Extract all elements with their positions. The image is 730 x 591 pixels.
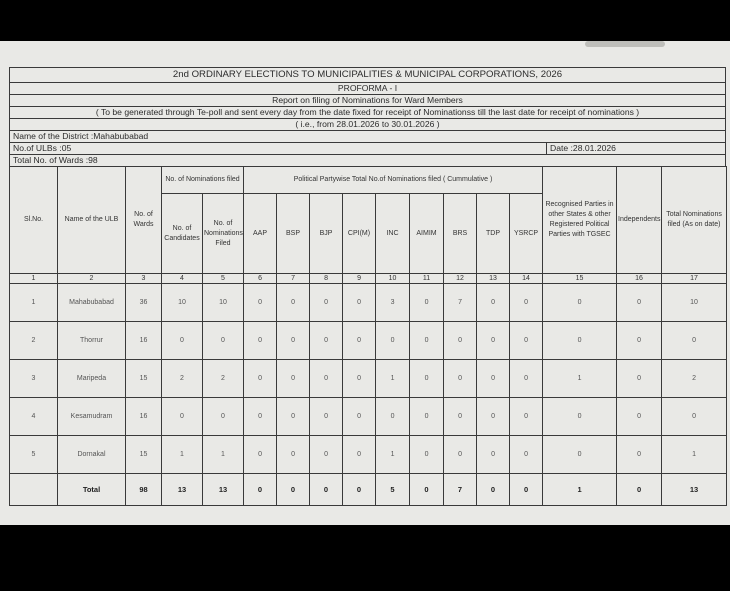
cell-tdp: 0 <box>477 322 510 360</box>
table-row <box>10 398 727 436</box>
header-inc: INC <box>376 194 410 274</box>
cell-bjp: 0 <box>310 284 343 322</box>
total-cell-aimim: 0 <box>410 474 444 506</box>
cell-rec: 1 <box>543 360 617 398</box>
header-wards: No. of Wards <box>126 167 162 274</box>
cell-cand: 0 <box>162 322 203 360</box>
cell-rec: 0 <box>543 284 617 322</box>
cell-cpim: 0 <box>343 284 376 322</box>
cell-cand: 2 <box>162 360 203 398</box>
table-row <box>10 360 727 398</box>
cell-cpim: 0 <box>343 398 376 436</box>
column-number: 4 <box>162 274 203 284</box>
header-tdp: TDP <box>477 194 510 274</box>
cell-aap: 0 <box>244 322 277 360</box>
cell-ulb: Kesamudram <box>58 398 126 436</box>
proforma-document <box>9 67 726 506</box>
cell-ind: 0 <box>617 436 662 474</box>
cell-bsp: 0 <box>277 398 310 436</box>
column-number: 13 <box>477 274 510 284</box>
cell-aap: 0 <box>244 284 277 322</box>
cell-tdp: 0 <box>477 360 510 398</box>
cell-ysrcp: 0 <box>510 360 543 398</box>
cell-total: 1 <box>662 436 727 474</box>
header-aimim: AIMIM <box>410 194 444 274</box>
header-nominations: No. of Nominations Filed <box>203 194 244 274</box>
cell-cand: 10 <box>162 284 203 322</box>
cell-brs: 7 <box>444 284 477 322</box>
column-number: 6 <box>244 274 277 284</box>
column-number: 7 <box>277 274 310 284</box>
cell-ind: 0 <box>617 360 662 398</box>
cell-inc: 3 <box>376 284 410 322</box>
column-number: 2 <box>58 274 126 284</box>
ulbs-date-line <box>9 142 726 154</box>
cell-bsp: 0 <box>277 322 310 360</box>
cell-inc: 1 <box>376 360 410 398</box>
cell-total: 0 <box>662 322 727 360</box>
cell-brs: 0 <box>444 322 477 360</box>
district-line: Name of the District :Mahabubabad <box>9 130 726 142</box>
cell-inc: 0 <box>376 398 410 436</box>
cell-rec: 0 <box>543 436 617 474</box>
cell-aimim: 0 <box>410 436 444 474</box>
cell-sl: 3 <box>10 360 58 398</box>
cell-aap: 0 <box>244 436 277 474</box>
column-number: 9 <box>343 274 376 284</box>
cell-sl: 4 <box>10 398 58 436</box>
cell-wards: 15 <box>126 436 162 474</box>
cell-ulb: Maripeda <box>58 360 126 398</box>
paper-smudge <box>585 41 665 47</box>
document-sheet <box>0 41 730 525</box>
cell-ysrcp: 0 <box>510 398 543 436</box>
cell-rec: 0 <box>543 398 617 436</box>
header-partywise: Political Partywise Total No.of Nominations filed ( Cummulative ) <box>244 167 543 194</box>
column-number: 3 <box>126 274 162 284</box>
cell-wards: 36 <box>126 284 162 322</box>
cell-total: 2 <box>662 360 727 398</box>
header-candidates: No. of Candidates <box>162 194 203 274</box>
column-number: 8 <box>310 274 343 284</box>
cell-inc: 0 <box>376 322 410 360</box>
cell-wards: 16 <box>126 398 162 436</box>
header-slno: Sl.No. <box>10 167 58 274</box>
cell-cpim: 0 <box>343 322 376 360</box>
cell-tdp: 0 <box>477 436 510 474</box>
header-aap: AAP <box>244 194 277 274</box>
header-total-filed: Total Nominations filed (As on date) <box>662 167 727 274</box>
header-independents: Independents <box>617 167 662 274</box>
column-number: 14 <box>510 274 543 284</box>
column-number: 17 <box>662 274 727 284</box>
cell-ind: 0 <box>617 284 662 322</box>
cell-nom: 2 <box>203 360 244 398</box>
cell-wards: 16 <box>126 322 162 360</box>
cell-bsp: 0 <box>277 436 310 474</box>
cell-ulb: Dornakal <box>58 436 126 474</box>
cell-aap: 0 <box>244 360 277 398</box>
total-cell-rec: 1 <box>543 474 617 506</box>
period-line: ( i.e., from 28.01.2026 to 30.01.2026 ) <box>9 118 726 130</box>
cell-bsp: 0 <box>277 360 310 398</box>
cell-sl: 2 <box>10 322 58 360</box>
column-number-row <box>10 274 727 284</box>
header-ysrcp: YSRCP <box>510 194 543 274</box>
header-brs: BRS <box>444 194 477 274</box>
cell-aimim: 0 <box>410 398 444 436</box>
document-title: 2nd ORDINARY ELECTIONS TO MUNICIPALITIES & MUNICIPAL CORPORATIONS, 2026 <box>9 67 726 82</box>
cell-ysrcp: 0 <box>510 284 543 322</box>
column-number: 15 <box>543 274 617 284</box>
cell-aimim: 0 <box>410 360 444 398</box>
total-cell-cand: 13 <box>162 474 203 506</box>
cell-aap: 0 <box>244 398 277 436</box>
cell-ysrcp: 0 <box>510 322 543 360</box>
column-number: 12 <box>444 274 477 284</box>
cell-rec: 0 <box>543 322 617 360</box>
total-cell-nom: 13 <box>203 474 244 506</box>
cell-sl: 1 <box>10 284 58 322</box>
header-recognised: Recognised Parties in other States & other Registered Political Parties with TGSEC <box>543 167 617 274</box>
total-cell-bjp: 0 <box>310 474 343 506</box>
total-cell-cpim: 0 <box>343 474 376 506</box>
cell-nom: 1 <box>203 436 244 474</box>
cell-cand: 1 <box>162 436 203 474</box>
cell-brs: 0 <box>444 398 477 436</box>
cell-tdp: 0 <box>477 398 510 436</box>
cell-nom: 10 <box>203 284 244 322</box>
cell-cpim: 0 <box>343 360 376 398</box>
instruction-line: ( To be generated through Te-poll and sent every day from the date fixed for receipt of Nominationss till the last date for receipt of nominations ) <box>9 106 726 118</box>
cell-bjp: 0 <box>310 436 343 474</box>
total-cell-bsp: 0 <box>277 474 310 506</box>
cell-nom: 0 <box>203 398 244 436</box>
nominations-table <box>9 166 727 506</box>
cell-bsp: 0 <box>277 284 310 322</box>
total-cell-wards: 98 <box>126 474 162 506</box>
cell-bjp: 0 <box>310 360 343 398</box>
cell-brs: 0 <box>444 360 477 398</box>
wards-line: Total No. of Wards :98 <box>9 154 726 166</box>
table-row <box>10 284 727 322</box>
cell-ulb: Mahabubabad <box>58 284 126 322</box>
cell-sl: 5 <box>10 436 58 474</box>
table-row <box>10 322 727 360</box>
table-row <box>10 436 727 474</box>
total-cell-tdp: 0 <box>477 474 510 506</box>
total-cell-ind: 0 <box>617 474 662 506</box>
total-cell-ysrcp: 0 <box>510 474 543 506</box>
header-bsp: BSP <box>277 194 310 274</box>
column-number: 10 <box>376 274 410 284</box>
cell-cpim: 0 <box>343 436 376 474</box>
cell-cand: 0 <box>162 398 203 436</box>
cell-total: 10 <box>662 284 727 322</box>
column-number: 1 <box>10 274 58 284</box>
total-cell-label: Total <box>58 474 126 506</box>
column-number: 16 <box>617 274 662 284</box>
ulbs-count: No.of ULBs :05 <box>10 143 547 154</box>
total-cell-aap: 0 <box>244 474 277 506</box>
total-cell-brs: 7 <box>444 474 477 506</box>
cell-total: 0 <box>662 398 727 436</box>
header-cpim: CPI(M) <box>343 194 376 274</box>
cell-ind: 0 <box>617 398 662 436</box>
cell-wards: 15 <box>126 360 162 398</box>
header-bjp: BJP <box>310 194 343 274</box>
total-cell-blank <box>10 474 58 506</box>
cell-aimim: 0 <box>410 322 444 360</box>
cell-ysrcp: 0 <box>510 436 543 474</box>
cell-bjp: 0 <box>310 398 343 436</box>
proforma-label: PROFORMA - I <box>9 82 726 94</box>
total-row <box>10 474 727 506</box>
cell-ulb: Thorrur <box>58 322 126 360</box>
cell-bjp: 0 <box>310 322 343 360</box>
cell-tdp: 0 <box>477 284 510 322</box>
cell-ind: 0 <box>617 322 662 360</box>
cell-inc: 1 <box>376 436 410 474</box>
column-number: 11 <box>410 274 444 284</box>
report-heading: Report on filing of Nominations for Ward Members <box>9 94 726 106</box>
cell-nom: 0 <box>203 322 244 360</box>
header-nominations-filed: No. of Nominations filed <box>162 167 244 194</box>
total-cell-inc: 5 <box>376 474 410 506</box>
cell-brs: 0 <box>444 436 477 474</box>
report-date: Date :28.01.2026 <box>550 143 616 153</box>
header-ulb: Name of the ULB <box>58 167 126 274</box>
cell-aimim: 0 <box>410 284 444 322</box>
total-cell-total: 13 <box>662 474 727 506</box>
column-number: 5 <box>203 274 244 284</box>
